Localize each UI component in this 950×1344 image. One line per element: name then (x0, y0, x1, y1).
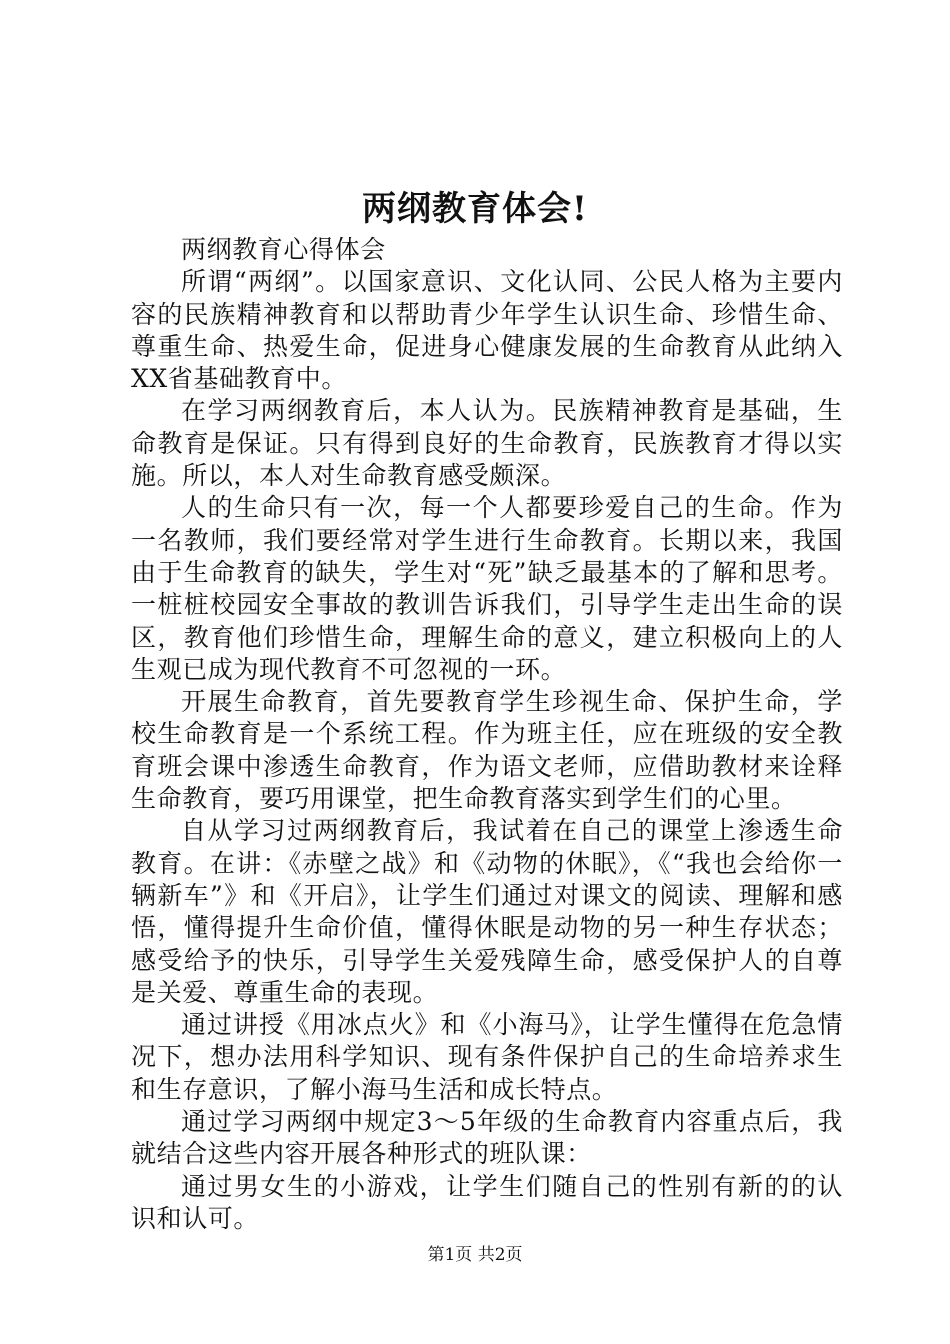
paragraph: 通过学习两纲中规定3～5年级的生命教育内容重点后，我就结合这些内容开展各种形式的班队课： (131, 1107, 843, 1169)
paragraph: 自从学习过两纲教育后，我试着在自己的课堂上渗透生命教育。在讲：《赤壁之战》和《动物的休眠》，《“我也会给你一辆新车”》和《开启》，让学生们通过对课文的阅读、理解和感悟，懂得提升生命价值，懂得休眠是动物的另一种生存状态；感受给予的快乐，引导学生关爱残障生命，感受保护人的自尊是关爱、尊重生命的表现。 (131, 816, 843, 1007)
document-title: 两纲教育体会! (362, 189, 588, 229)
page-footer: 第1页 共2页 (427, 1245, 523, 1265)
paragraph: 人的生命只有一次，每一个人都要珍爱自己的生命。作为一名教师，我们要经常对学生进行生命教育。长期以来，我国由于生命教育的缺失，学生对“死”缺乏最基本的了解和思考。一桩桩校园安全事故的教训告诉我们，引导学生走出生命的误区，教育他们珍惜生命，理解生命的意义，建立积极向上的人生观已成为现代教育不可忽视的一环。 (131, 493, 843, 684)
document-subtitle: 两纲教育心得体会 (181, 235, 386, 264)
paragraph: 在学习两纲教育后，本人认为。民族精神教育是基础，生命教育是保证。只有得到良好的生命教育，民族教育才得以实施。所以，本人对生命教育感受颇深。 (131, 396, 843, 491)
paragraph: 开展生命教育，首先要教育学生珍视生命、保护生命，学校生命教育是一个系统工程。作为班主任，应在班级的安全教育班会课中渗透生命教育，作为语文老师，应借助教材来诠释生命教育，要巧用课堂，把生命教育落实到学生们的心里。 (131, 687, 843, 814)
paragraph: 通过男女生的小游戏，让学生们随自己的性别有新的的认识和认可。 (131, 1171, 843, 1233)
paragraph: 所谓“两纲”。以国家意识、文化认同、公民人格为主要内容的民族精神教育和以帮助青少年学生认识生命、珍惜生命、尊重生命、热爱生命，促进身心健康发展的生命教育从此纳入XX省基础教育中。 (131, 267, 843, 394)
paragraph: 通过讲授《用冰点火》和《小海马》，让学生懂得在危急情况下，想办法用科学知识、现有条件保护自己的生命培养求生和生存意识，了解小海马生活和成长特点。 (131, 1010, 843, 1104)
document-body (131, 234, 843, 1235)
